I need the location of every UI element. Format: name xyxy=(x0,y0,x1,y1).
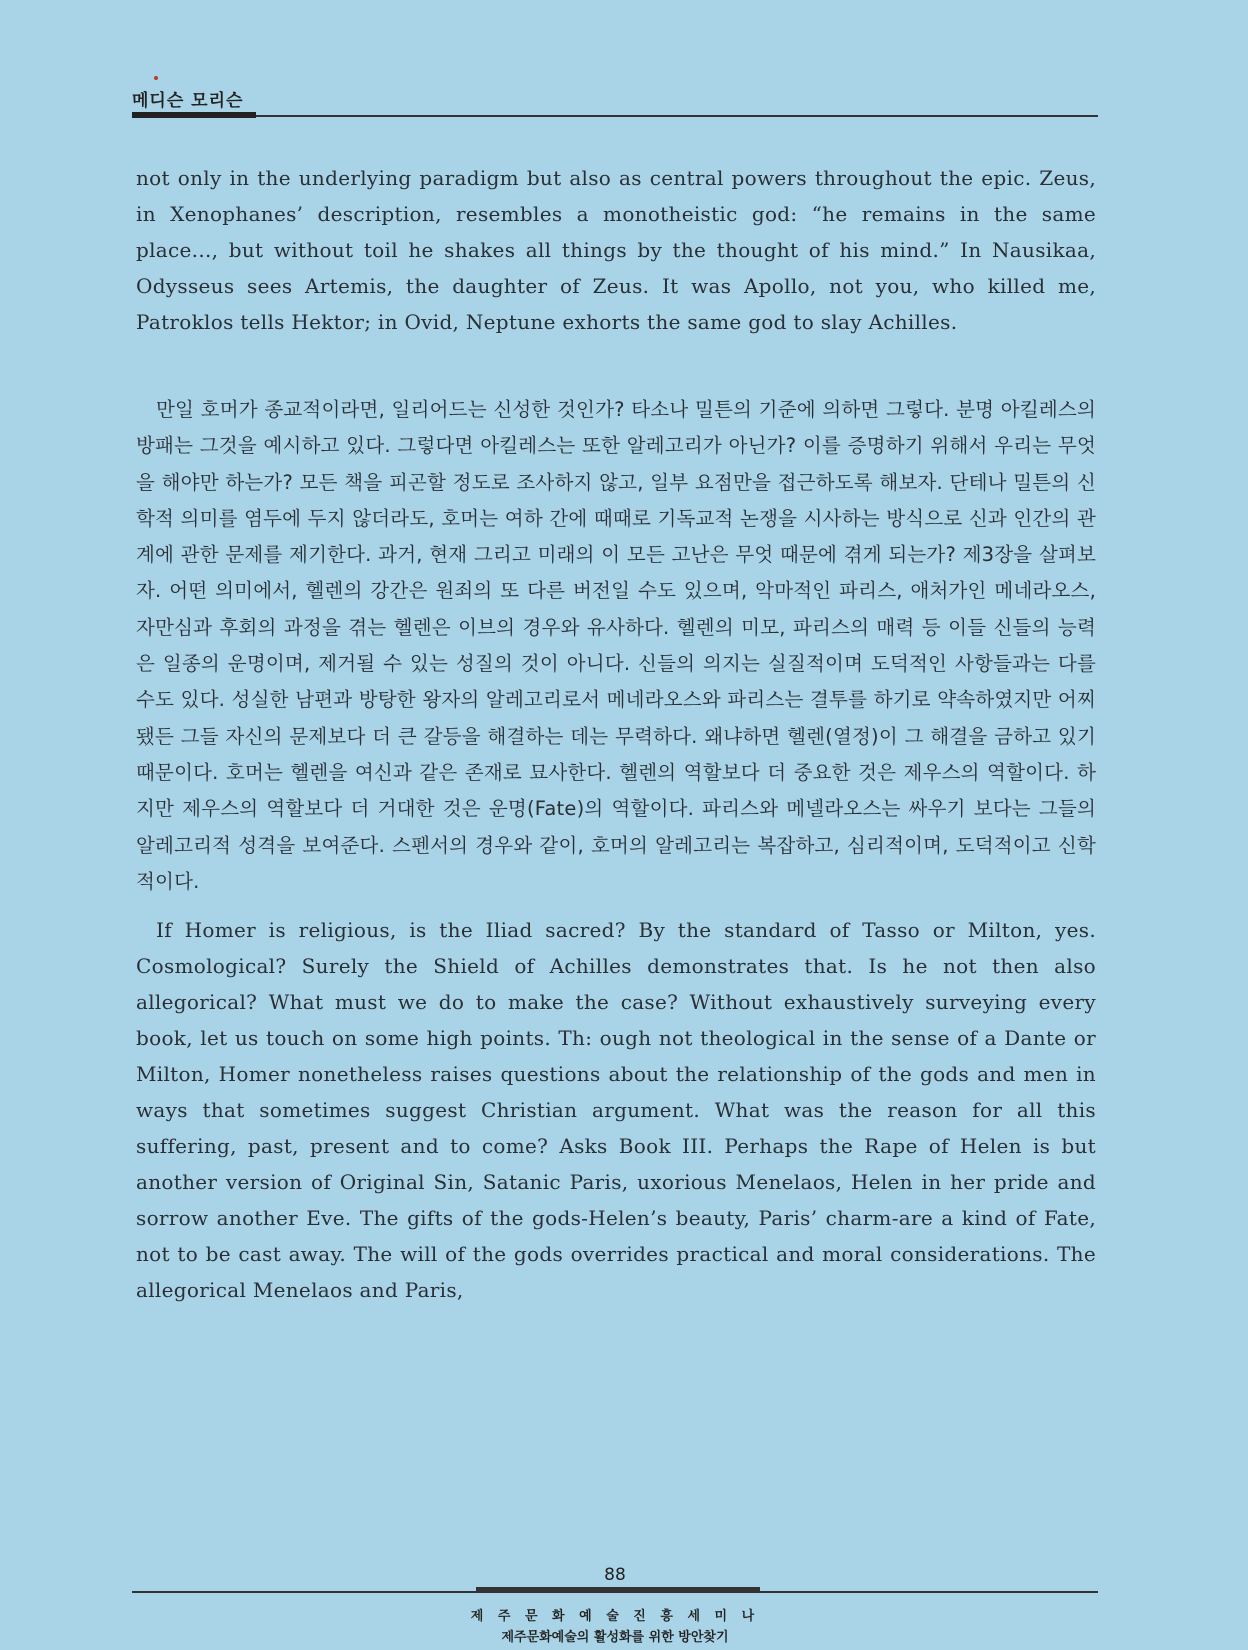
header-rule xyxy=(132,115,1098,117)
paragraph-english-continuation: not only in the underlying paradigm but also as central powers throughout the epic. Zeus, in Xenophanes’ description, resembles a monotheistic god: “he remains in the same place..., but without toil he shakes all things by the thought of his mind.” In Nausikaa, Odysseus sees Artemis, the daughter of Zeus. It was Apollo, not you, who killed me, Patroklos tells Hektor; in Ovid, Neptune exhorts the same god to slay Achilles. xyxy=(136,166,1096,334)
page-number: 88 xyxy=(604,1565,626,1585)
header-dot-mark xyxy=(154,76,158,80)
running-header xyxy=(132,86,1098,117)
footer-rule xyxy=(132,1591,1098,1593)
running-title: 메디슨 모리슨 xyxy=(132,91,244,111)
page-body xyxy=(136,160,1096,1308)
paragraph-english: If Homer is religious, is the Iliad sacred? By the standard of Tasso or Milton, yes. Cosmological? Surely the Shield of Achilles demonstrates that. Is he not then also allegorical? What must we do to make the case? Without exhaustively surveying every book, let us touch on some high points. Th: ough not theological in the sense of a Dante or Milton, Homer nonetheless raises questions about the relationship of the gods and men in ways that sometimes suggest Christian argument. What was the reason for all this suffering, past, present and to come? Asks Book III. Perhaps the Rape of Helen is but another version of Original Sin, Satanic Paris, uxorious Menelaos, Helen in her pride and sorrow another Eve. The gifts of the gods-Helen’s beauty, Paris’ charm-are a kind of Fate, not to be cast away. The will of the gods overrides practical and moral considerations. The allegorical Menelaos and Paris, xyxy=(136,918,1096,1303)
footer-seminar-title: 제 주 문 화 예 술 진 흥 세 미 나 xyxy=(470,1609,760,1624)
footer-rule-accent xyxy=(476,1587,760,1593)
footer-seminar-subtitle: 제주문화예술의 활성화를 위한 방안찾기 xyxy=(501,1630,729,1645)
header-rule-accent xyxy=(132,112,256,118)
paragraph-korean: 만일 호머가 종교적이라면, 일리어드는 신성한 것인가? 타소나 밀튼의 기준에 의하면 그렇다. 분명 아킬레스의 방패는 그것을 예시하고 있다. 그렇다면 아킬레스는 또한 알레고리가 아닌가? 이를 증명하기 위해서 우리는 무엇을 해야만 하는가? 모든 책을 피곤할 정도로 조사하지 않고, 일부 요점만을 접근하도록 해보자. 단테나 밀튼의 신학적 의미를 염두에 두지 않더라도, 호머는 여하 간에 때때로 기독교적 논쟁을 시사하는 방식으로 신과 인간의 관계에 관한 문제를 제기한다. 과거, 현재 그리고 미래의 이 모든 고난은 무엇 때문에 겪게 되는가? 제3장을 살펴보자. 어떤 의미에서, 헬렌의 강간은 원죄의 또 다른 버전일 수도 있으며, 악마적인 파리스, 애처가인 메네라오스, 자만심과 후회의 과정을 겪는 헬렌은 이브의 경우와 유사하다. 헬렌의 미모, 파리스의 매력 등 이들 신들의 능력은 일종의 운명이며, 제거될 수 있는 성질의 것이 아니다. 신들의 의지는 실질적이며 도덕적인 사항들과는 다를 수도 있다. 성실한 남편과 방탕한 왕자의 알레고리로서 메네라오스와 파리스는 결투를 하기로 약속하였지만 어찌됐든 그들 자신의 문제보다 더 큰 갈등을 해결하는 데는 무력하다. 왜냐하면 헬렌(열정)이 그 해결을 금하고 있기 때문이다. 호머는 헬렌을 여신과 같은 존재로 묘사한다. 헬렌의 역할보다 더 중요한 것은 제우스의 역할이다. 하지만 제우스의 역할보다 더 거대한 것은 운명(Fate)의 역할이다. 파리스와 메넬라오스는 싸우기 보다는 그들의 알레고리적 성격을 보여준다. 스펜서의 경우와 같이, 호머의 알레고리는 복잡하고, 심리적이며, 도덕적이고 신학적이다. xyxy=(136,398,1096,893)
page-footer xyxy=(132,1565,1098,1645)
